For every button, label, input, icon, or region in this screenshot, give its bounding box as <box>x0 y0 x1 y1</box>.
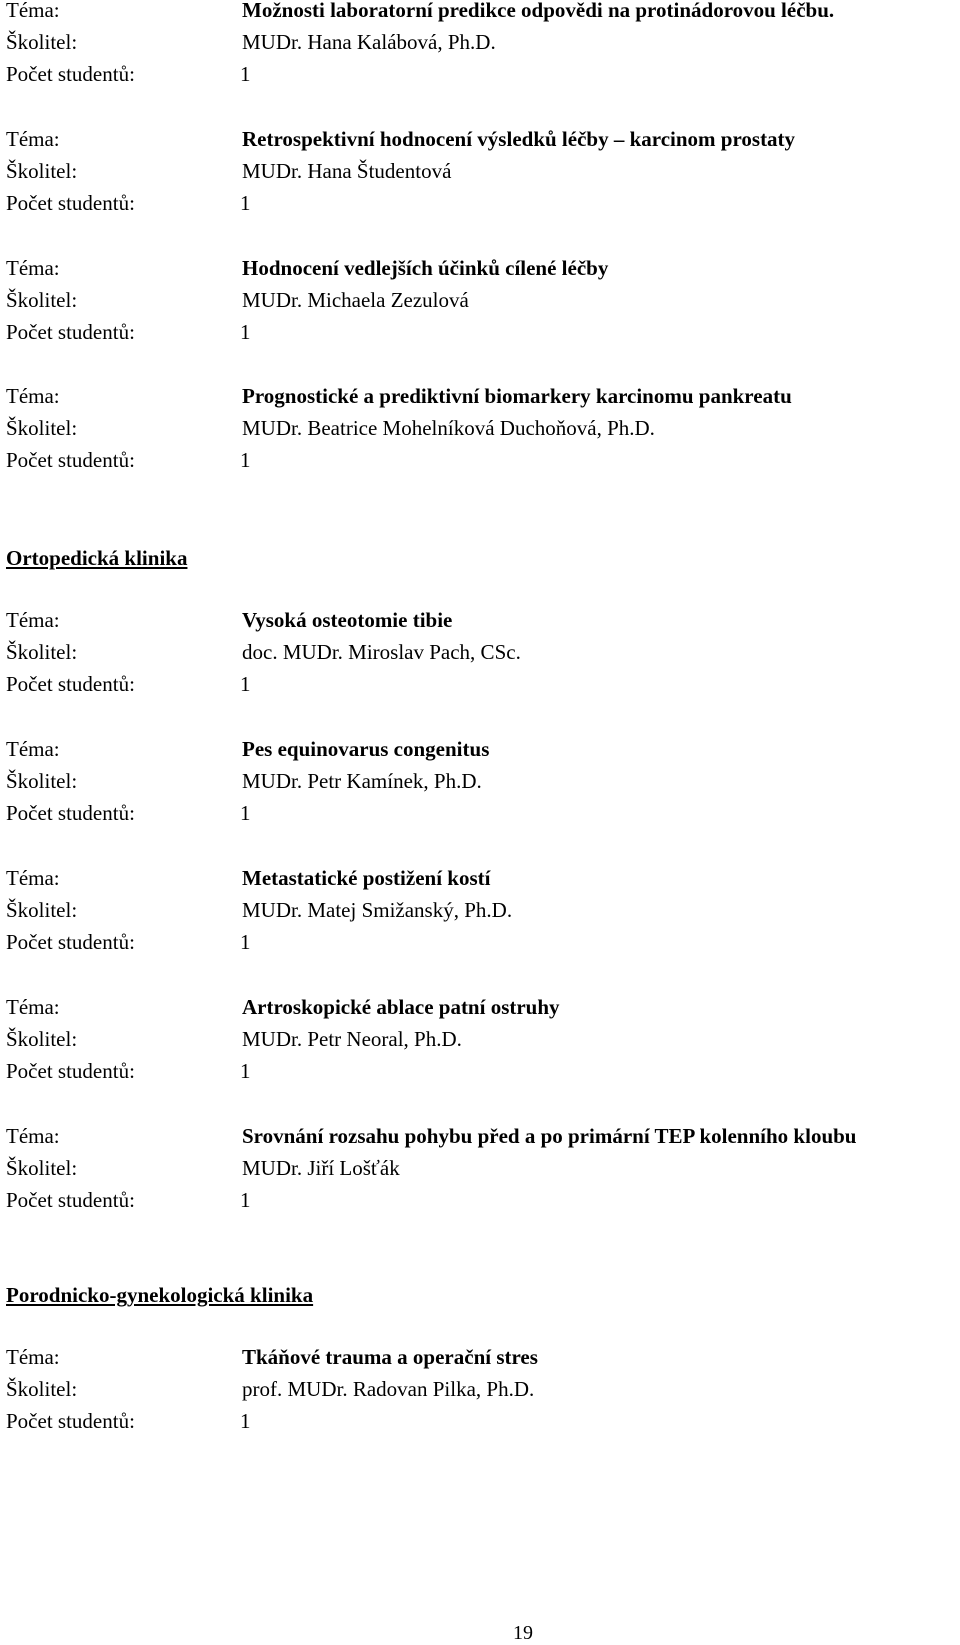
topic-label: Téma: <box>6 256 60 280</box>
supervisor-label: Školitel: <box>6 898 78 922</box>
students-label: Počet studentů: <box>6 448 135 472</box>
students-count: 1 <box>240 672 251 696</box>
topic-title: Hodnocení vedlejších účinků cílené léčby <box>242 256 609 280</box>
students-label: Počet studentů: <box>6 930 135 954</box>
topic-label: Téma: <box>6 1124 60 1148</box>
students-count: 1 <box>240 448 251 472</box>
supervisor-name: MUDr. Petr Neoral, Ph.D. <box>242 1027 462 1051</box>
topic-title: Metastatické postižení kostí <box>242 866 491 890</box>
students-label: Počet studentů: <box>6 1409 135 1433</box>
students-label: Počet studentů: <box>6 191 135 215</box>
supervisor-label: Školitel: <box>6 640 78 664</box>
supervisor-label: Školitel: <box>6 1377 78 1401</box>
supervisor-label: Školitel: <box>6 1156 78 1180</box>
students-count: 1 <box>240 1188 251 1212</box>
students-count: 1 <box>240 191 251 215</box>
supervisor-label: Školitel: <box>6 1027 78 1051</box>
students-count: 1 <box>240 320 251 344</box>
topic-title: Srovnání rozsahu pohybu před a po primární TEP kolenního kloubu <box>242 1124 857 1148</box>
topic-title: Retrospektivní hodnocení výsledků léčby – karcinom prostaty <box>242 127 796 151</box>
students-count: 1 <box>240 1059 251 1083</box>
topic-label: Téma: <box>6 127 60 151</box>
students-count: 1 <box>240 930 251 954</box>
topic-label: Téma: <box>6 866 60 890</box>
supervisor-name: prof. MUDr. Radovan Pilka, Ph.D. <box>242 1377 535 1401</box>
topic-title: Pes equinovarus congenitus <box>242 737 490 761</box>
topic-label: Téma: <box>6 0 60 22</box>
page-number: 19 <box>513 1622 533 1644</box>
topic-title: Artroskopické ablace patní ostruhy <box>242 995 560 1019</box>
topic-label: Téma: <box>6 1345 60 1369</box>
students-count: 1 <box>240 62 251 86</box>
topic-title: Možnosti laboratorní predikce odpovědi na protinádorovou léčbu. <box>242 0 835 22</box>
students-label: Počet studentů: <box>6 801 135 825</box>
students-label: Počet studentů: <box>6 320 135 344</box>
students-count: 1 <box>240 1409 251 1433</box>
topic-title: Tkáňové trauma a operační stres <box>242 1345 538 1369</box>
section-heading: Porodnicko-gynekologická klinika <box>6 1283 314 1307</box>
supervisor-name: MUDr. Petr Kamínek, Ph.D. <box>242 769 482 793</box>
section-heading: Ortopedická klinika <box>6 546 188 570</box>
topic-title: Vysoká osteotomie tibie <box>242 608 453 632</box>
supervisor-label: Školitel: <box>6 159 78 183</box>
students-label: Počet studentů: <box>6 672 135 696</box>
supervisor-name: MUDr. Hana Študentová <box>242 159 452 183</box>
students-count: 1 <box>240 801 251 825</box>
supervisor-name: MUDr. Matej Smižanský, Ph.D. <box>242 898 513 922</box>
topic-label: Téma: <box>6 608 60 632</box>
topic-title: Prognostické a prediktivní biomarkery karcinomu pankreatu <box>242 384 792 408</box>
students-label: Počet studentů: <box>6 62 135 86</box>
supervisor-label: Školitel: <box>6 288 78 312</box>
topic-label: Téma: <box>6 995 60 1019</box>
supervisor-name: MUDr. Beatrice Mohelníková Duchoňová, Ph.D. <box>242 416 655 440</box>
students-label: Počet studentů: <box>6 1188 135 1212</box>
students-label: Počet studentů: <box>6 1059 135 1083</box>
supervisor-name: doc. MUDr. Miroslav Pach, CSc. <box>242 640 521 664</box>
supervisor-label: Školitel: <box>6 416 78 440</box>
supervisor-label: Školitel: <box>6 769 78 793</box>
supervisor-name: MUDr. Michaela Zezulová <box>242 288 469 312</box>
topic-label: Téma: <box>6 384 60 408</box>
supervisor-name: MUDr. Jiří Lošťák <box>242 1156 400 1180</box>
supervisor-name: MUDr. Hana Kalábová, Ph.D. <box>242 30 496 54</box>
topic-label: Téma: <box>6 737 60 761</box>
supervisor-label: Školitel: <box>6 30 78 54</box>
